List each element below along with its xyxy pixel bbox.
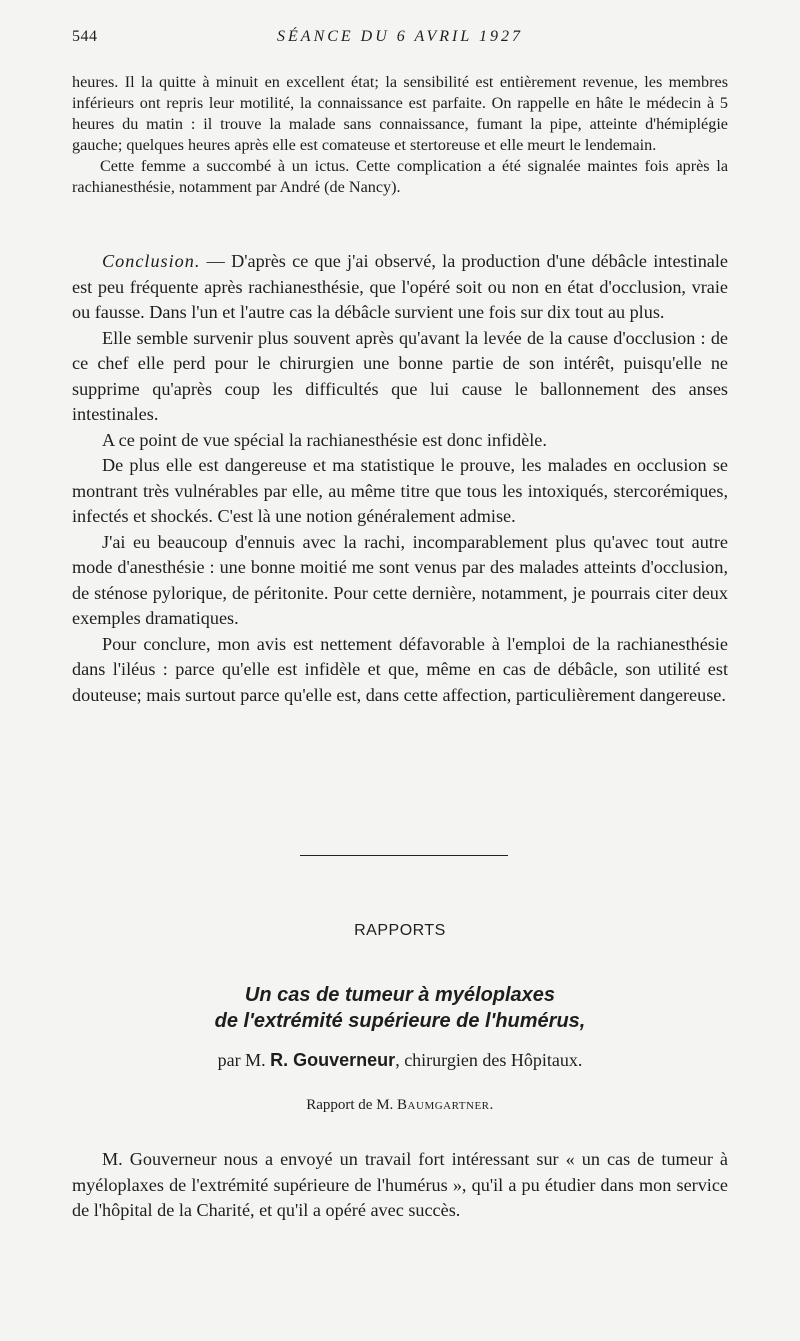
report-body (72, 1147, 728, 1224)
running-head: SÉANCE DU 6 AVRIL 1927 (277, 28, 523, 45)
report-prefix: Rapport de M. (306, 1097, 398, 1113)
paragraph: J'ai eu beaucoup d'ennuis avec la rachi, incomparablement plus qu'avec tout autre mode d'anesthésie : une bonne moitié me sont venus par des malades atteints d'occlusion, de sténose pylorique, de péritonite. Pour cette dernière, notamment, je pourrais citer deux exemples dramatiques. (72, 531, 728, 628)
byline-suffix: , chirurgien des Hôpitaux. (395, 1050, 583, 1070)
case-report-continuation (72, 72, 728, 198)
report-author: Baumgartner. (397, 1097, 494, 1113)
paragraph: M. Gouverneur nous a envoyé un travail fort intéressant sur « un cas de tumeur à myéloplaxes de l'extrémité supérieure de l'humérus », qu'il a pu étudier dans mon service de l'hôpital de la Charité, et qu'il a opéré avec succès. (72, 1149, 728, 1220)
byline-prefix: par M. (217, 1050, 271, 1070)
section-divider (300, 855, 508, 856)
paragraph: De plus elle est dangereuse et ma statistique le prouve, les malades en occlusion se montrant très vulnérables par elle, au même titre que tous les intoxiqués, stercorémiques, infectés et shockés. C'est là une notion généralement admise. (72, 455, 728, 526)
page-header (72, 28, 728, 52)
byline (0, 1050, 800, 1071)
article-title (0, 982, 800, 1034)
section-title: RAPPORTS (354, 922, 446, 939)
page-number: 544 (72, 28, 98, 45)
paragraph: Elle semble survenir plus souvent après qu'avant la levée de la cause d'occlusion : de ce chef elle perd pour le chirurgien une bonne partie de son intérêt, puisqu'elle ne supprime qu'après coup les difficultés que lui cause le ballonnement des anses intestinales. (72, 327, 728, 424)
paragraph: A ce point de vue spécial la rachianesthésie est donc infidèle. (102, 429, 547, 450)
conclusion-first-text: — D'après ce que j'ai observé, la production d'une débâcle intestinale est peu fréquente après rachianesthésie, que l'opéré soit ou non en état d'occlusion, vraie ou fausse. Dans l'un et l'autre cas la débâcle survient une fois sur dix tout au plus. (72, 251, 728, 322)
report-line (0, 1097, 800, 1114)
byline-author: R. Gouverneur (270, 1050, 396, 1070)
conclusion-paragraph (72, 249, 728, 326)
paragraph: Cette femme a succombé à un ictus. Cette complication a été signalée maintes fois après la rachianesthésie, notamment par André (de Nancy). (72, 157, 728, 196)
paragraph: heures. Il la quitte à minuit en excellent état; la sensibilité est entièrement revenue, les membres inférieurs ont repris leur motilité, la connaissance est parfaite. On rappelle en hâte le médecin à 5 heures du matin : il trouve la malade sans connaissance, fumant la pipe, atteinte d'hémiplégie gauche; quelques heures après elle est comateuse et stertoreuse et elle meurt le lendemain. (72, 73, 728, 154)
conclusion-section (72, 249, 728, 708)
article-title-line: Un cas de tumeur à myéloplaxes (244, 984, 556, 1006)
conclusion-lead: Conclusion. (102, 251, 201, 271)
paragraph: Pour conclure, mon avis est nettement défavorable à l'emploi de la rachianesthésie dans l'iléus : parce qu'elle est infidèle et que, même en cas de débâcle, son utilité est douteuse; mais surtout parce qu'elle est, dans cette affection, particulièrement dangereuse. (72, 633, 728, 705)
article-title-line: de l'extrémité supérieure de l'humérus, (214, 1010, 586, 1032)
